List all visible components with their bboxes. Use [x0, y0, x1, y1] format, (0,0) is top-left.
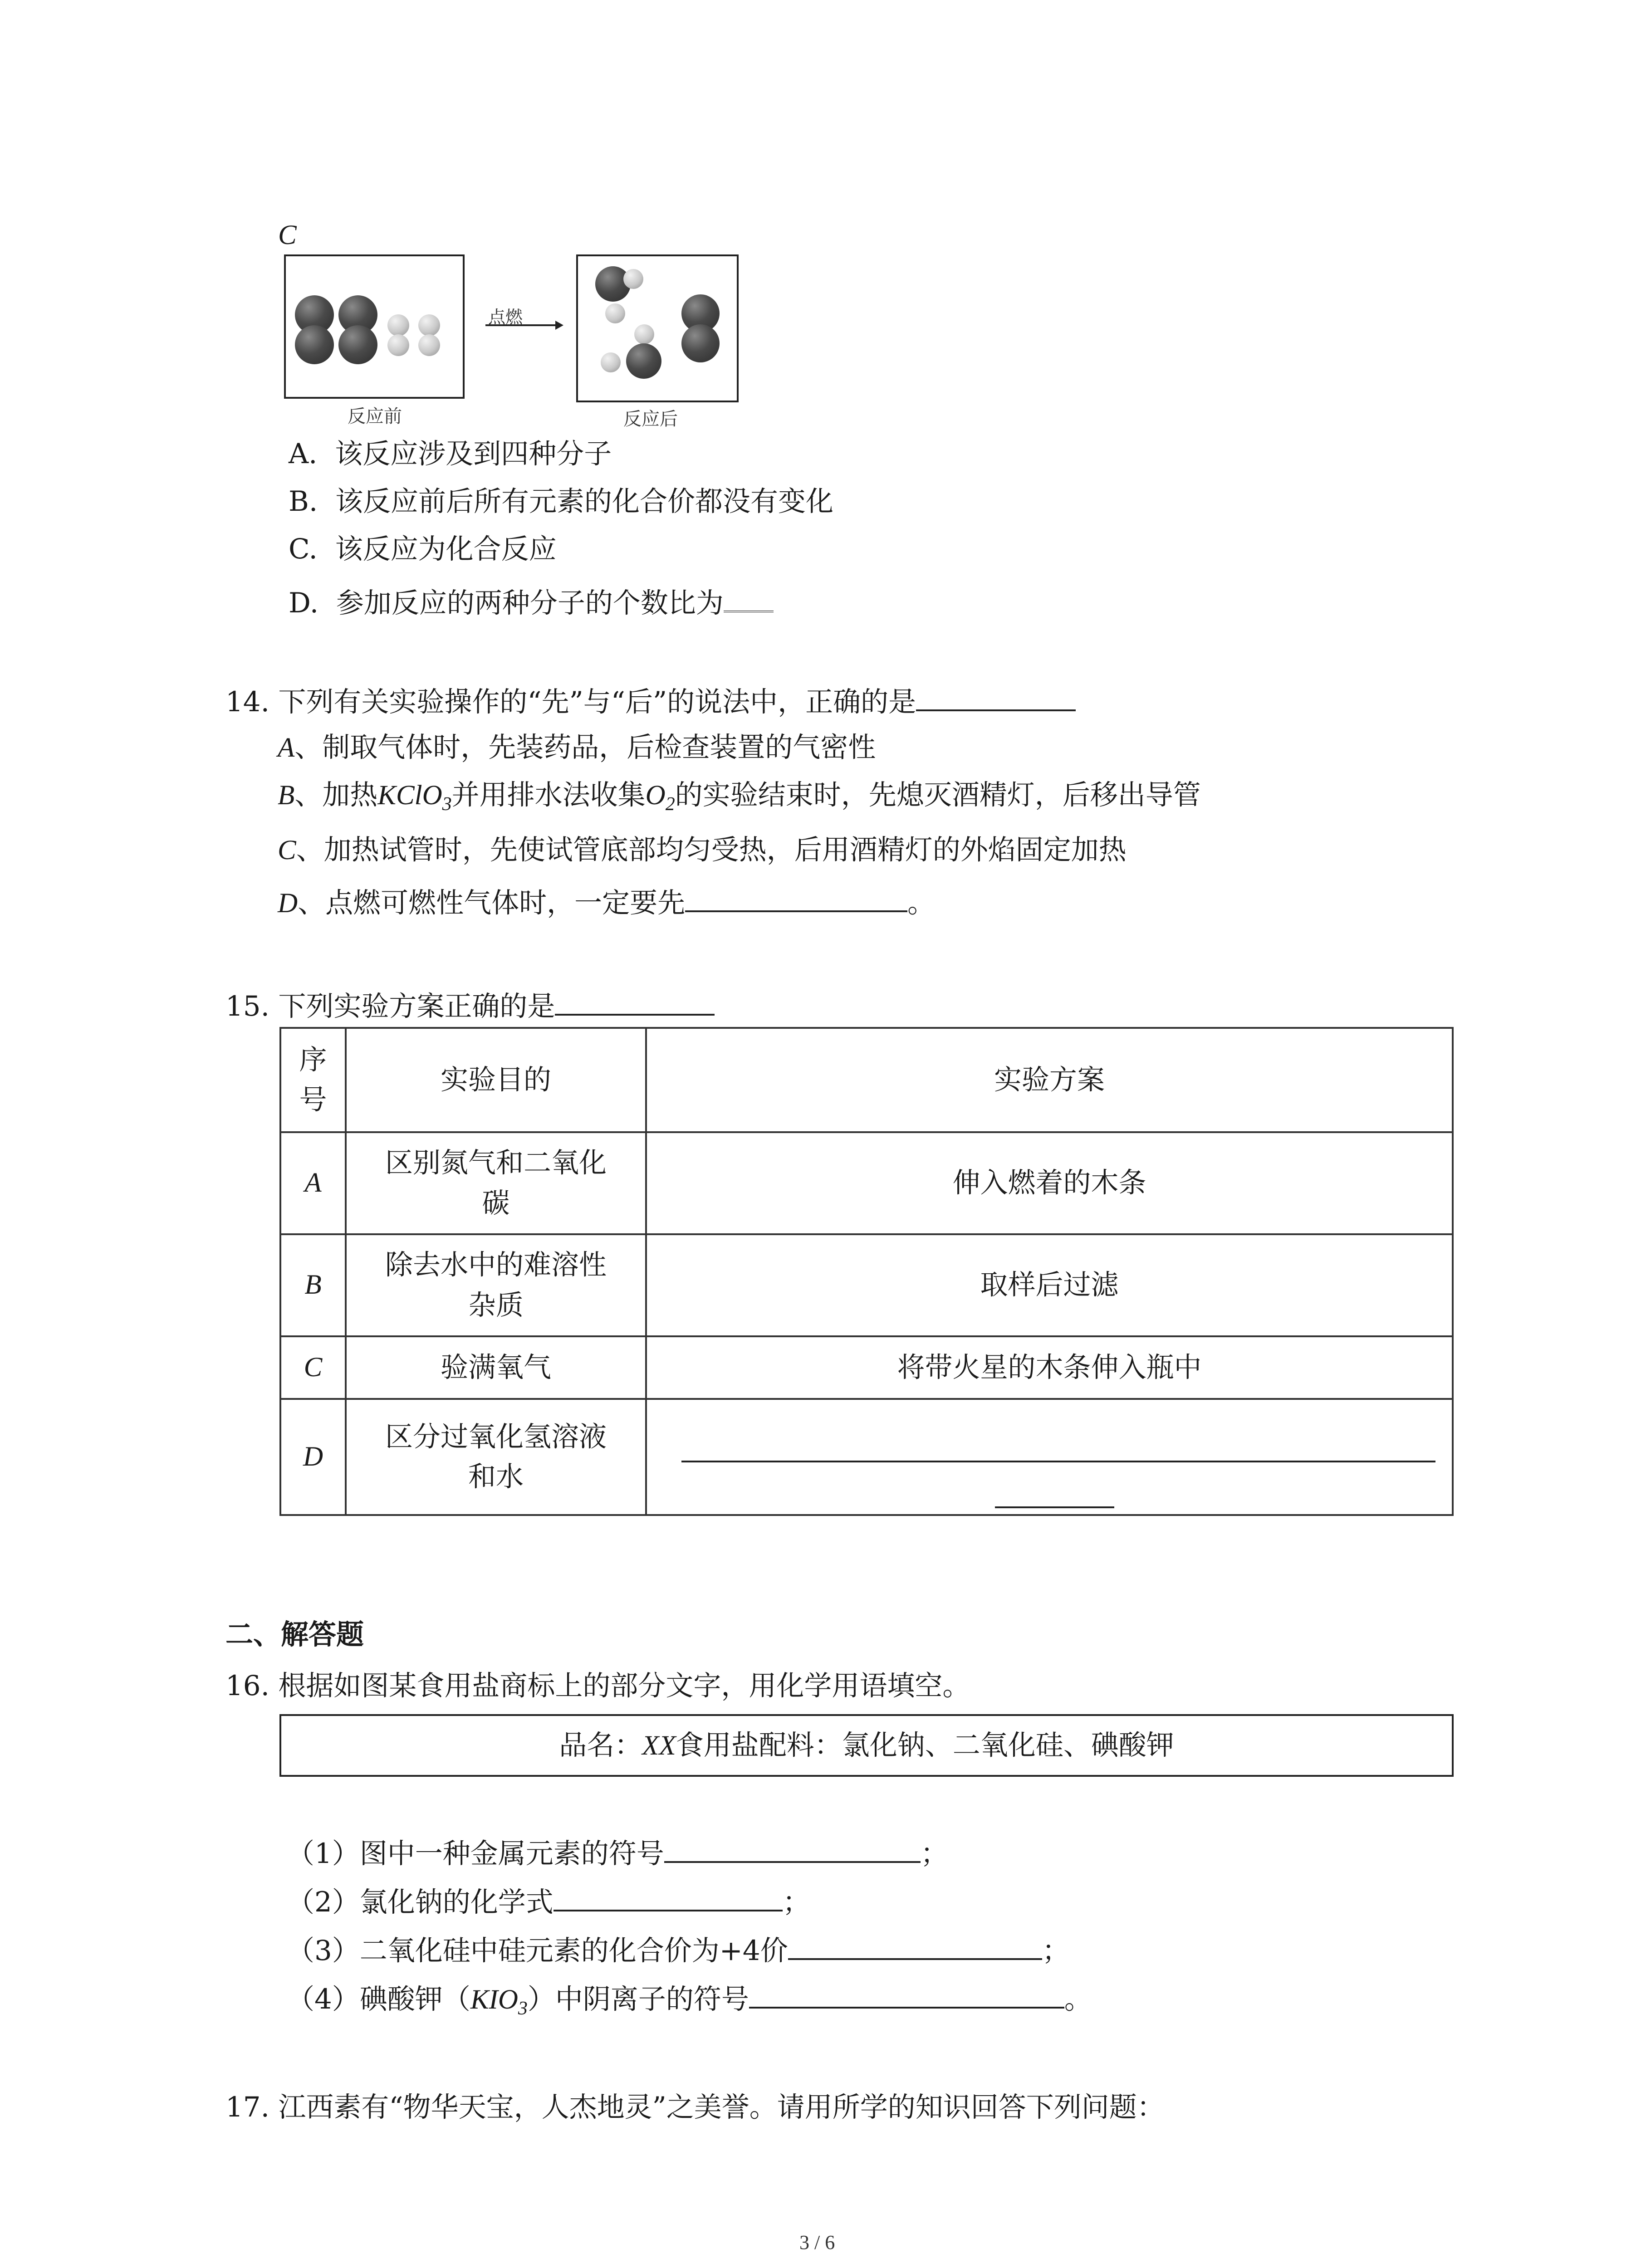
row-seq: C — [280, 1336, 346, 1399]
q16-item-2: （2）氯化钠的化学式 ； — [287, 1886, 810, 1918]
large-atom — [295, 325, 334, 364]
salt-label-box — [279, 1714, 1454, 1777]
q16-stem: 16. 根据如图某食用盐商标上的部分文字，用化学用语填空。 — [225, 1670, 970, 1702]
answer-blank-line[interactable] — [995, 1506, 1114, 1508]
q15-stem: 15. 下列实验方案正确的是 — [225, 990, 715, 1020]
header-seq: 序 号 — [280, 1028, 346, 1132]
figure-label: C — [278, 220, 297, 250]
row-plan: 伸入燃着的木条 — [646, 1132, 1453, 1234]
q17-stem: 17. 江西素有“物华天宝，人杰地灵”之美誉。请用所学的知识回答下列问题： — [225, 2091, 1165, 2123]
table-row — [280, 1336, 1453, 1399]
experiment-table — [279, 1027, 1454, 1516]
answer-blank-line[interactable] — [681, 1461, 1435, 1462]
section-title: 二、解答题 — [225, 1618, 364, 1651]
header-purpose: 实验目的 — [346, 1028, 646, 1132]
row-plan: 将带火星的木条伸入瓶中 — [646, 1336, 1453, 1399]
answer-blank[interactable] — [685, 887, 907, 912]
arrow-label: 点燃 — [488, 307, 523, 327]
large-atom — [338, 325, 377, 364]
small-atom — [623, 269, 643, 289]
page-number: 3 / 6 — [799, 2231, 835, 2253]
option-c[interactable]: C. 该反应为化合反应 — [289, 533, 557, 565]
reaction-after-box — [576, 254, 739, 402]
q14-option-d[interactable]: D、点燃可燃性气体时，一定要先 。 — [278, 887, 936, 919]
q16-item-1: （1）图中一种金属元素的符号 ； — [287, 1838, 948, 1870]
option-a[interactable]: A. 该反应涉及到四种分子 — [289, 438, 612, 470]
answer-blank[interactable] — [916, 686, 1076, 711]
caption-after: 反应后 — [623, 409, 678, 430]
option-b[interactable]: B. 该反应前后所有元素的化合价都没有变化 — [289, 485, 834, 518]
salt-label-text: 品名：XX食用盐配料：氯化钠、二氧化硅、碘酸钾 — [559, 1729, 1174, 1761]
small-atom — [387, 334, 409, 356]
q16-item-4: （4）碘酸钾$(KIO_3)$中阴离子的符号 。 — [287, 1983, 1092, 2019]
small-atom — [601, 352, 621, 372]
option-d[interactable]: D. 参加反应的两种分子的个数比为 — [289, 585, 774, 617]
q14-option-b[interactable]: B、加热KClO$_3$并用排水法收集$O_2$的实验结束时，先熄灭酒精灯，后移出导管 — [278, 779, 1201, 815]
row-seq: B — [280, 1234, 346, 1336]
row-plan: 取样后过滤 — [646, 1234, 1453, 1336]
q16-item-3: （3）二氧化硅中硅元素的化合价为+4价 ； — [287, 1935, 1070, 1967]
table-row — [280, 1132, 1453, 1234]
header-plan: 实验方案 — [646, 1028, 1453, 1132]
row-seq: D — [280, 1399, 346, 1515]
q14-stem: 14. 下列有关实验操作的“先”与“后”的说法中，正确的是 — [225, 686, 1076, 716]
answer-blank[interactable] — [664, 1838, 921, 1863]
answer-blank[interactable] — [554, 1886, 783, 1911]
table-row — [280, 1234, 1453, 1336]
q14-option-a[interactable]: A、制取气体时，先装药品，后检查装置的气密性 — [278, 731, 876, 763]
table-header-row — [280, 1028, 1453, 1132]
q14-option-c[interactable]: C、加热试管时，先使试管底部均匀受热，后用酒精灯的外焰固定加热 — [278, 834, 1127, 866]
row-purpose: 除去水中的难溶性 杂质 — [346, 1234, 646, 1336]
reaction-before-box — [284, 254, 465, 399]
small-atom — [418, 334, 440, 356]
large-atom — [681, 324, 720, 362]
reaction-arrow-icon — [484, 318, 565, 332]
small-atom — [634, 324, 654, 344]
answer-blank[interactable] — [749, 1983, 1064, 2009]
answer-blank[interactable] — [788, 1935, 1042, 1960]
row-plan-blank[interactable] — [646, 1399, 1453, 1515]
row-purpose: 区分过氧化氢溶液 和水 — [346, 1399, 646, 1515]
table-row — [280, 1399, 1453, 1515]
answer-blank[interactable] — [724, 585, 774, 612]
small-atom — [605, 303, 625, 323]
answer-blank[interactable] — [555, 990, 715, 1016]
row-purpose: 验满氧气 — [346, 1336, 646, 1399]
caption-before: 反应前 — [348, 406, 402, 427]
small-atom — [387, 314, 409, 336]
row-seq: A — [280, 1132, 346, 1234]
large-atom — [626, 343, 661, 379]
small-atom — [418, 314, 440, 336]
row-purpose: 区别氮气和二氧化 碳 — [346, 1132, 646, 1234]
